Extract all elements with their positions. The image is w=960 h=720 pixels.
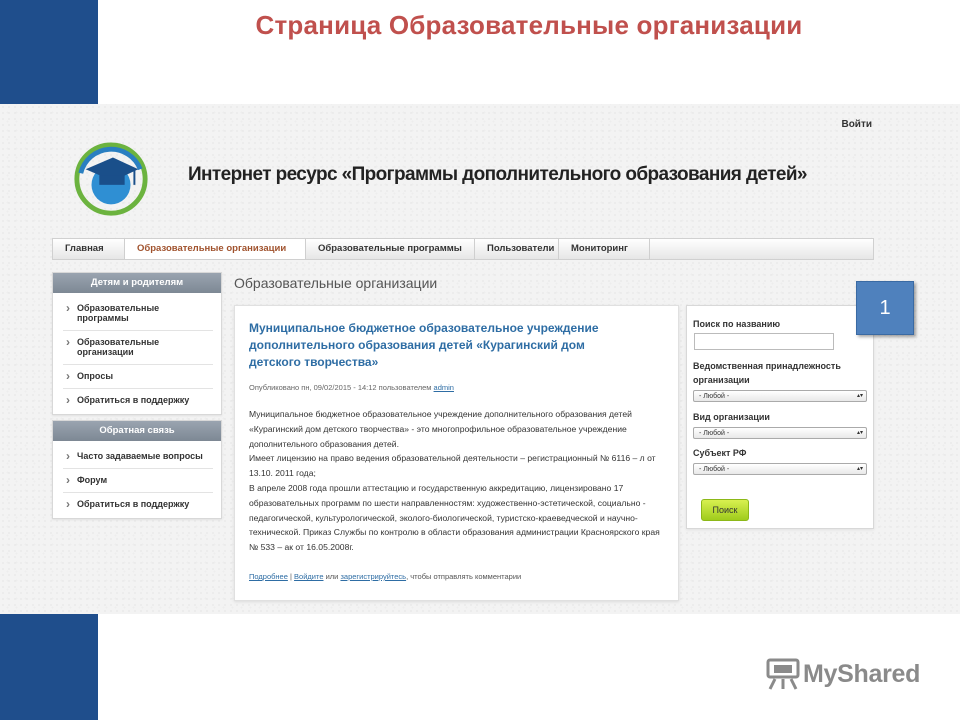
watermark	[765, 657, 920, 691]
article-links	[249, 572, 521, 581]
site-title: Интернет ресурс «Программы дополнительного образования детей»	[188, 164, 807, 185]
article-body	[249, 407, 665, 555]
main-nav	[52, 238, 874, 260]
comment-hint-text: , чтобы отправлять комментарии	[406, 572, 522, 581]
sidebar-item-support[interactable]: › Обратиться в поддержку	[63, 389, 213, 412]
link-separator: |	[290, 572, 292, 581]
nav-item-programs[interactable]: Образовательные программы	[306, 239, 475, 259]
sidebar-block-children-parents	[52, 272, 222, 415]
slide-accent-bar-bottom	[0, 614, 98, 720]
select-arrows-icon: ▴▾	[856, 430, 863, 436]
callout-badge: 1	[856, 281, 914, 335]
article-card	[234, 305, 679, 601]
article-paragraph: Имеет лицензию на право ведения образовательной деятельности – регистрационный № 6116 – л от 13.10. 2011 года;	[249, 453, 656, 479]
site-logo-icon	[72, 140, 150, 218]
sidebar-block-feedback	[52, 420, 222, 519]
login-link[interactable]: Войти	[841, 119, 872, 130]
search-input[interactable]	[694, 333, 834, 350]
article-author-link[interactable]: admin	[433, 383, 454, 392]
type-label: Вид организации	[693, 412, 770, 422]
slide-accent-bar-top	[0, 0, 98, 104]
article-meta-text: Опубликовано пн, 09/02/2015 - 14:12 пользователем	[249, 383, 432, 392]
projector-icon	[765, 657, 801, 691]
sidebar-item-organizations[interactable]: › Образовательные организации	[63, 331, 213, 365]
section-title: Образовательные организации	[234, 275, 438, 291]
sidebar-block-title: Обратная связь	[53, 421, 221, 441]
dept-select[interactable]	[693, 390, 867, 402]
dept-label: Ведомственная принадлежность организации	[693, 361, 841, 385]
nav-item-organizations[interactable]: Образовательные организации	[125, 239, 306, 259]
website-screenshot	[0, 104, 960, 614]
article-paragraph: Муниципальное бюджетное образовательное учреждение дополнительного образования детей «Курагинский дом детского творчества» - это многопрофильное образовательное учреждение дополнительного образования детей.	[249, 409, 632, 449]
watermark-text: MyShared	[803, 659, 921, 688]
sidebar-block-title: Детям и родителям	[53, 273, 221, 293]
search-button[interactable]: Поиск	[701, 499, 749, 521]
region-label: Субъект РФ	[693, 448, 747, 458]
search-label: Поиск по названию	[693, 319, 781, 329]
article-title-link[interactable]: Муниципальное бюджетное образовательное учреждение дополнительного образования детей «Курагинский дом детского творчества»	[249, 321, 599, 369]
article-paragraph: В апреле 2008 года прошли аттестацию и государственную аккредитацию, лицензировано 17 образовательных программ по шести направленностям: художественно-эстетической, социально - педагогической, культурологической, эколого-биологической, туристско-краеведческой и научно-технической. Приказ Службы по контролю в области образования администрации Красноярского края № 533 – ак от 16.05.2008г.	[249, 482, 660, 553]
article-meta	[249, 383, 454, 392]
type-select-value: - Любой -	[699, 430, 730, 437]
read-more-link[interactable]: Подробнее	[249, 572, 288, 581]
nav-item-monitoring[interactable]: Мониторинг	[559, 239, 650, 259]
type-select[interactable]	[693, 427, 867, 439]
dept-select-value: - Любой -	[699, 393, 730, 400]
login-comment-link[interactable]: Войдите	[294, 572, 324, 581]
sidebar-item-faq[interactable]: › Часто задаваемые вопросы	[63, 445, 213, 469]
sidebar-item-forum[interactable]: › Форум	[63, 469, 213, 493]
select-arrows-icon: ▴▾	[856, 393, 863, 399]
select-arrows-icon: ▴▾	[856, 466, 863, 472]
sidebar-item-programs[interactable]: › Образовательные программы	[63, 297, 213, 331]
register-link[interactable]: зарегистрируйтесь	[340, 572, 407, 581]
or-text: или	[325, 572, 339, 581]
nav-item-users[interactable]: Пользователи	[475, 239, 559, 259]
region-select-value: - Любой -	[699, 466, 730, 473]
nav-item-home[interactable]: Главная	[53, 239, 125, 259]
sidebar-item-surveys[interactable]: › Опросы	[63, 365, 213, 389]
slide-title: Страница Образовательные организации	[255, 10, 803, 40]
search-filter-panel	[686, 305, 874, 529]
sidebar-item-support[interactable]: › Обратиться в поддержку	[63, 493, 213, 516]
region-select[interactable]	[693, 463, 867, 475]
